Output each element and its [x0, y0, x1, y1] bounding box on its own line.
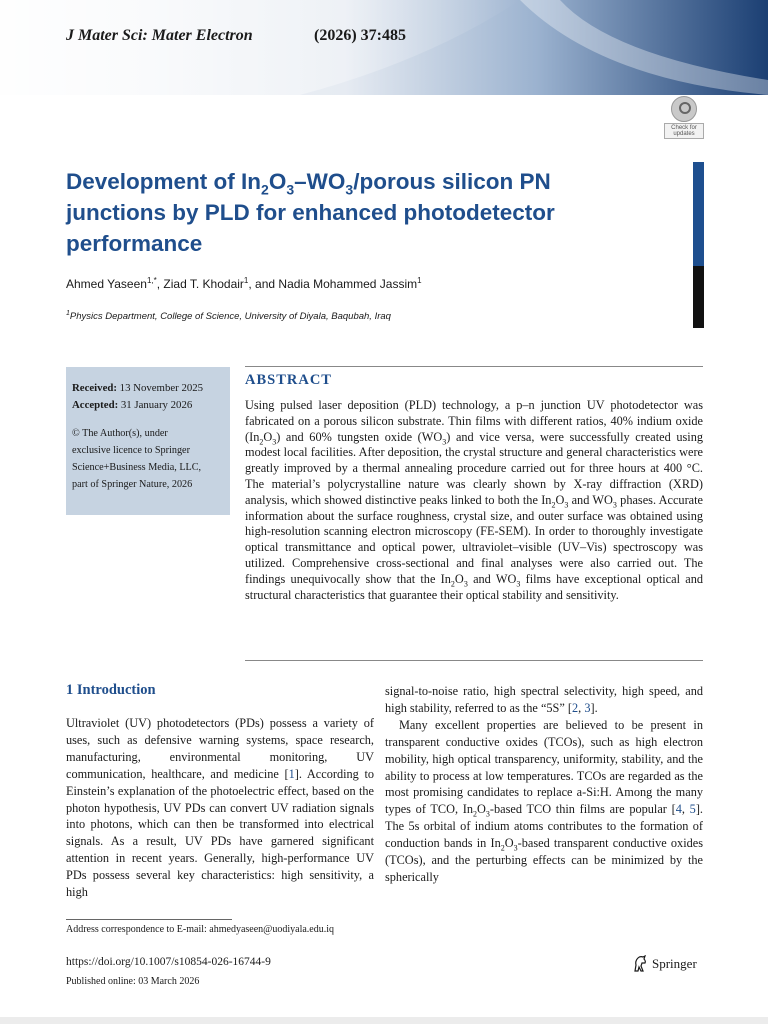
doi-link[interactable]: https://doi.org/10.1007/s10854-026-16744-9	[66, 956, 271, 968]
abstract-bottom-rule	[245, 660, 703, 661]
received-date: Received: 13 November 2025	[72, 382, 204, 394]
published-date: Published online: 03 March 2026	[66, 976, 200, 987]
abstract-heading: ABSTRACT	[245, 372, 332, 388]
citation-link[interactable]: 4	[675, 802, 682, 817]
check-updates-label: Check for updates	[664, 123, 704, 139]
accepted-date: Accepted: 31 January 2026	[72, 399, 193, 411]
citation-link[interactable]: 3	[584, 700, 591, 715]
citation-link[interactable]: 2	[572, 700, 579, 715]
author-name[interactable]: Nadia Mohammed Jassim	[278, 277, 418, 291]
title-side-bar-black	[693, 266, 704, 328]
header-banner-graphic	[0, 0, 768, 95]
affiliation: $^1$Physics Department, College of Science, University of Diyala, Baqubah, Iraq	[66, 310, 391, 323]
page-bottom-strip	[0, 1017, 768, 1024]
correspondence-footnote: Address correspondence to E-mail: ahmedyaseen@uodiyala.edu.iq	[66, 924, 335, 935]
check-for-updates-badge[interactable]	[664, 96, 704, 139]
introduction-column-right	[385, 683, 703, 886]
article-info-box	[66, 367, 230, 515]
journal-name: J Mater Sci: Mater Electron	[66, 27, 253, 44]
paragraph: signal-to-noise ratio, high spectral selectivity, high speed, and high stability, referred to as the “5S” [2, 3].	[385, 684, 703, 715]
header-banner	[0, 0, 768, 95]
abstract-text: Using pulsed laser deposition (PLD) technology, a p–n junction UV photodetector was fabricated on a porous silicon substrate. Thin films with different ratios, 40% indium oxide $(In_2O_3)$ and 60% tungsten oxide $(WO_3)$ and vice versa, were successfully created using modest local facilities. After deposition, the crystal structure and general characteristics were greatly improved by a thermal annealing procedure carried out for three hours at 400 °C. The material’s polycrystalline nature was clearly shown by X-ray diffraction (XRD) analysis, which showed distinctive peaks linked to both the $In_2O_3$ and $WO_3$ phases. Accurate information about the surface roughness, crystal size, and outer surface was obtained using high-resolution scanning electron microscopy (FE-SEM). In order to thoroughly investigate optical transmittance and optical power, ultraviolet–visible (UV–Vis) spectroscopy was utilized. Comprehensive cross-sectional and final analyses were also carried out. The findings unequivocally show that the $In_2O_3$ and $WO_3$ films have exceptional optical and structural characteristics that guarantee their optical stability and sensitivity.	[245, 398, 704, 602]
author-list: Ahmed Yaseen$^{1,*}$, Ziad T. Khodair$^1$, and Nadia Mohammed Jassim$^1$	[66, 276, 422, 291]
abstract-top-rule	[245, 366, 703, 367]
introduction-column-left: Ultraviolet (UV) photodetectors (PDs) possess a variety of uses, such as defensive warning systems, space research, manufacturing, environmental monitoring, UV communication, healthcare, and medicine [1]. According to Einstein’s explanation of the photoelectric effect, based on the photon hypothesis, UV PDs can convert UV radiation signals into photons, which can then be transformed into electrical signals. As a result, UV PDs have garnered significant attention in recent years. Generally, high-performance UV PDs possess several key characteristics: high sensitivity, a high	[66, 716, 375, 900]
check-updates-icon	[671, 96, 697, 122]
springer-logo	[632, 955, 697, 973]
footnote-rule	[66, 919, 232, 920]
publisher-name: Springer	[652, 956, 697, 971]
citation-link[interactable]: 1	[288, 766, 295, 781]
section-heading-introduction: 1 Introduction	[66, 682, 156, 698]
citation-link[interactable]: 5	[689, 802, 696, 817]
article-title: Development of $In_2O_3-WO_3$/porous silicon PN junctions by PLD for enhanced photodetector performance	[66, 169, 555, 256]
license-notice: © The Author(s), under exclusive licence to Springer Science+Business Media, LLC, part of Springer Nature, 2026	[72, 428, 202, 490]
springer-horse-icon	[632, 955, 648, 973]
author-name[interactable]: Ahmed Yaseen	[66, 277, 147, 291]
paragraph: Many excellent properties are believed to be present in transparent conductive oxides (TCOs), such as high electron mobility, high optical transparency, uniformity, stability, and the ability to process at low temperatures. TCOs are regarded as the most promising candidates to replace a-Si:H. Among the many types of TCO, $In_2O_3$-based TCO thin films are popular [4, 5]. The 5s orbital of indium atoms contributes to the formation of conduction bands in $In_2O_3$-based transparent conductive oxides (TCOs), and the perturbing effects can be minimized by the spherically	[385, 717, 703, 884]
title-side-bar-blue	[693, 162, 704, 266]
journal-volume: (2026) 37:485	[314, 27, 406, 44]
author-name[interactable]: Ziad T. Khodair	[163, 277, 244, 291]
